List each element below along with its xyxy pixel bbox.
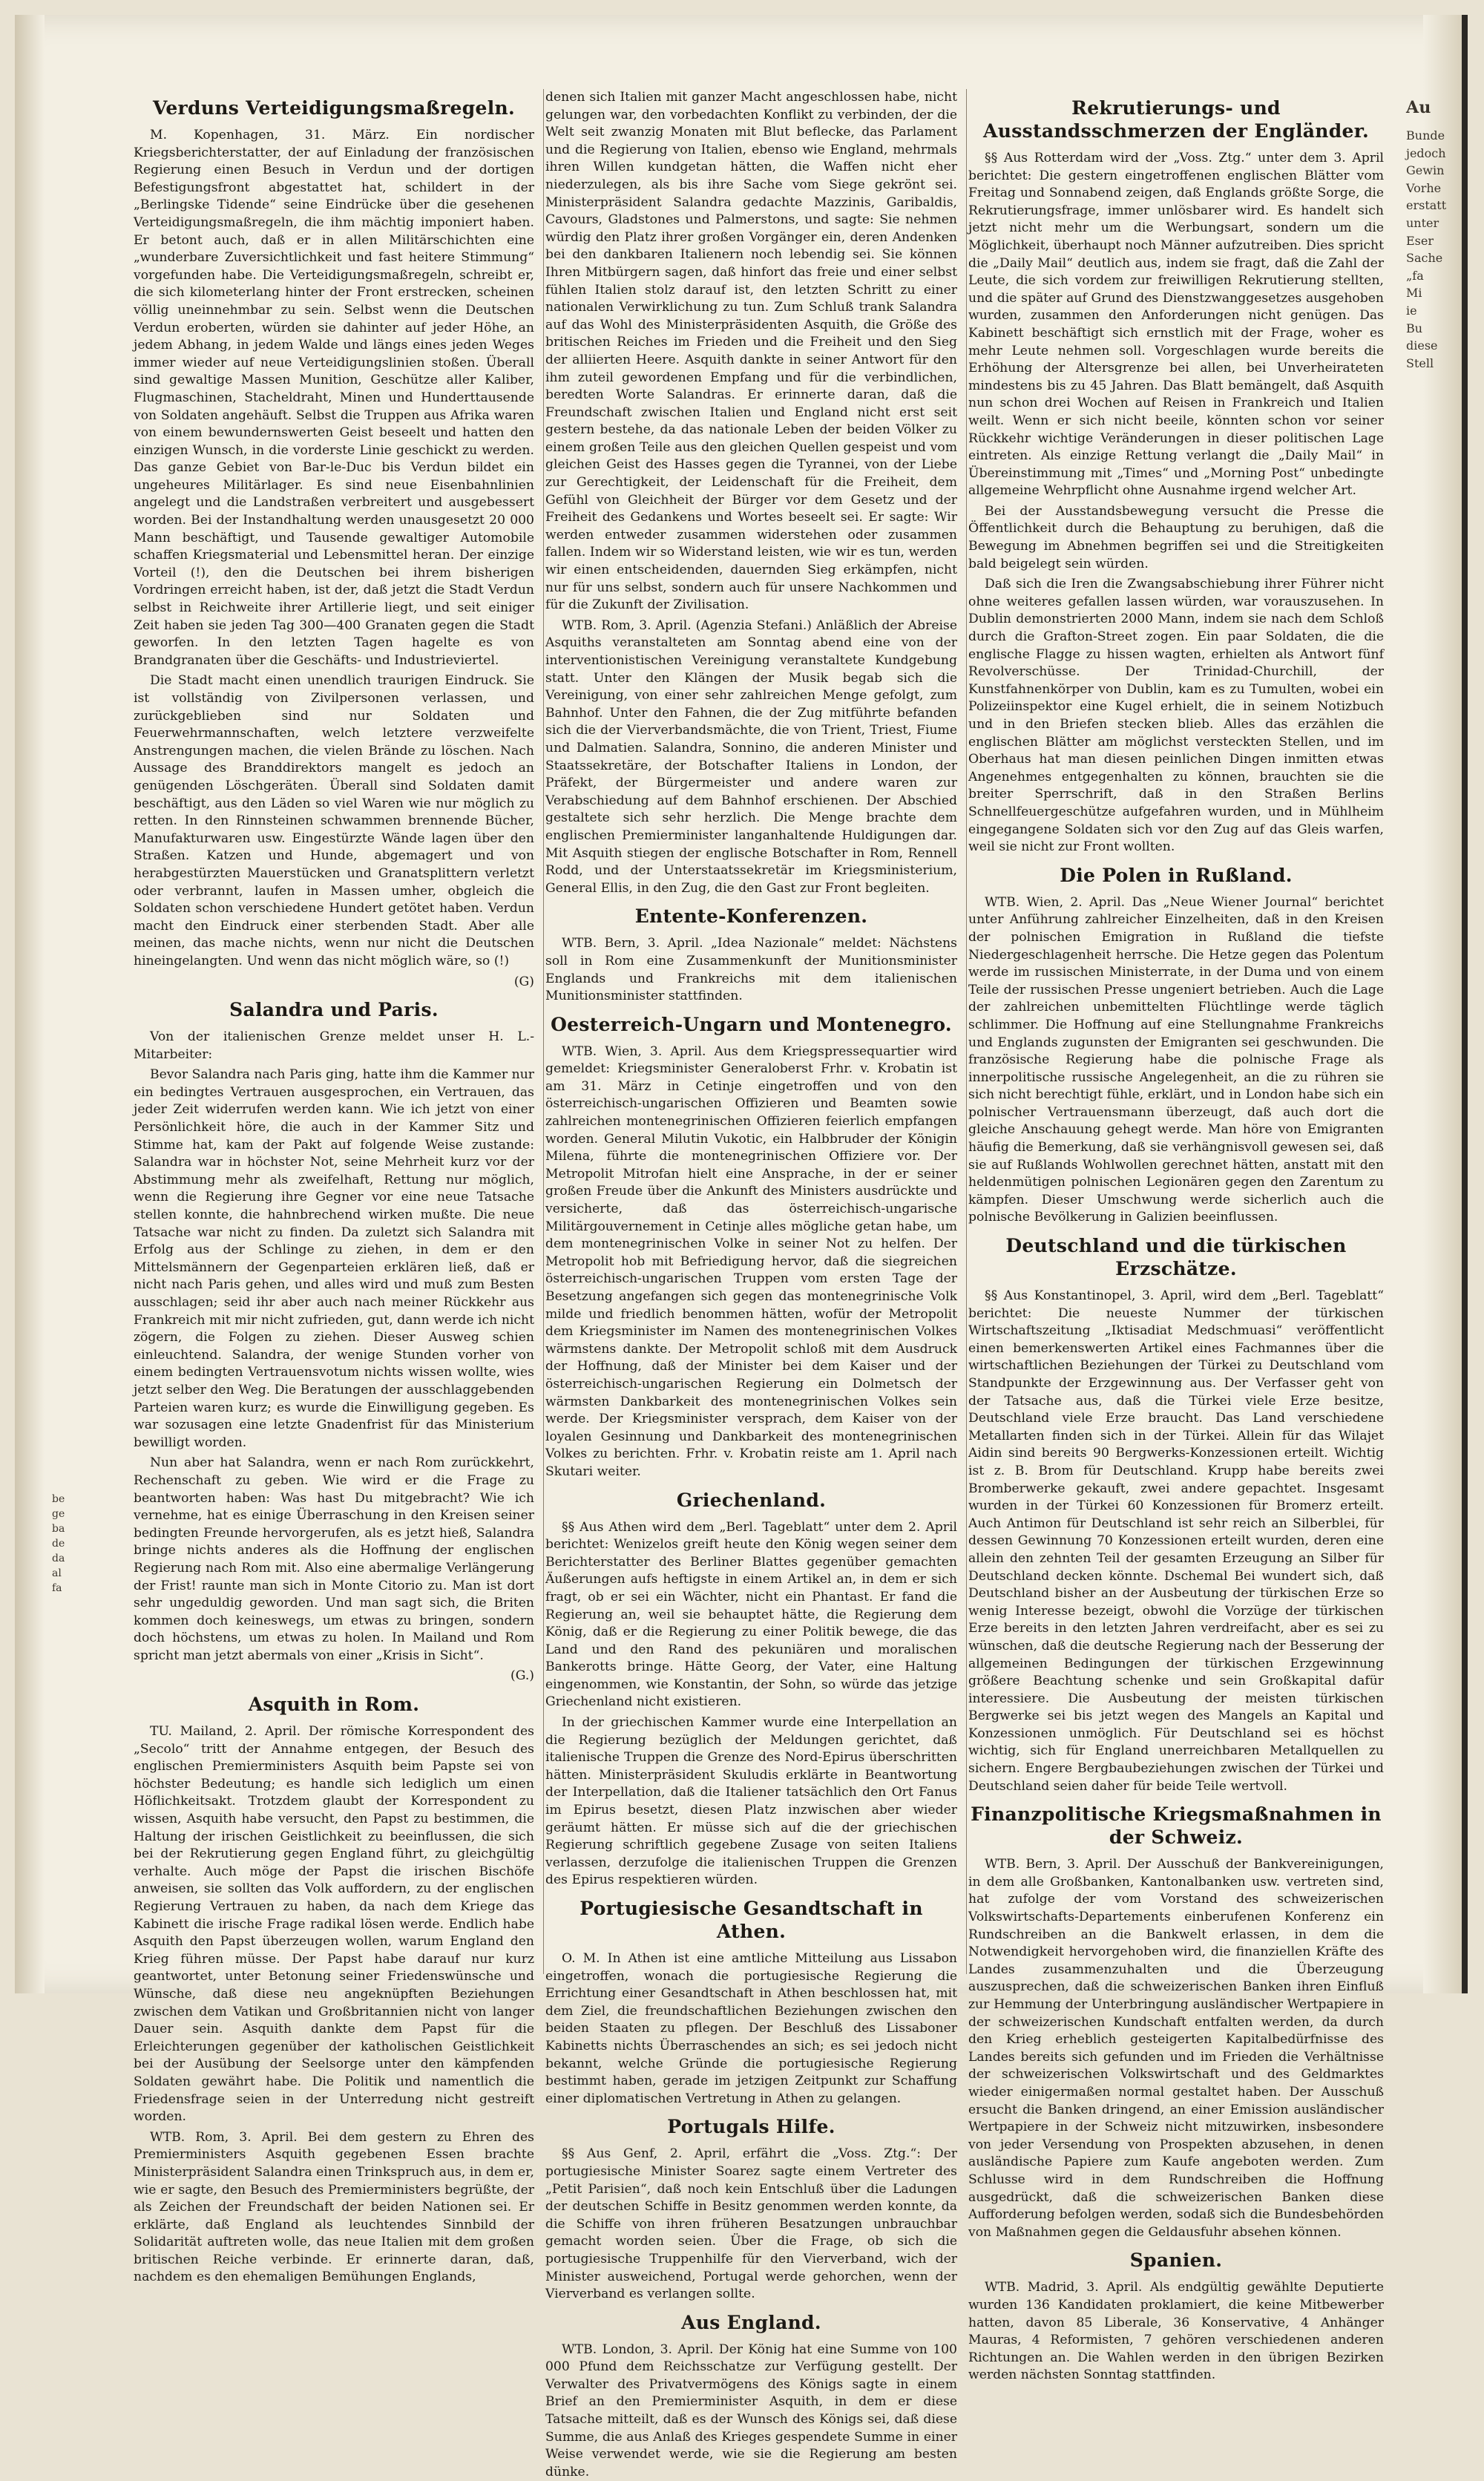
article-paragraph: WTB. Madrid, 3. April. Als endgültig gewählte Deputierte wurden 136 Kandidaten proklamiert, die keine Mitbewerber hatten, davon 85 Liberale, 36 Konservative, 4 Anhänger Mauras, 4 Reformisten, 7 gehören verschiedenen anderen Richtungen an. Die Wahlen werden in den übrigen Bezirken werden nächsten Sonntag stattfinden.: [968, 2280, 1384, 2383]
fragment-line: Mi: [1406, 286, 1422, 301]
column-2: [545, 89, 967, 2480]
article-paragraph: §§ Aus Rotterdam wird der „Voss. Ztg.“ unter dem 3. April berichtet: Die gestern eingetroffenen englischen Blätter vom Freitag und Sonnabend zeigen, daß Englands größte Sorge, die Rekrutierungsfrage, immer unlösbarer wird. Es handelt sich jetzt nicht mehr um die Werbungsart, sondern um die Möglichkeit, überhaupt noch Männer aufzutreiben. Dies spricht die „Daily Mail“ deutlich aus, indem sie fragt, daß die Zahl der Leute, die sich vordem zur freiwilligen Rekrutierung stellten, und die später auf Grund des Dienstzwanggesetzes ausgehoben wurden, zusammen den Anforderungen nicht genügen. Das Kabinett beschäftigt sich ernstlich mit der Frage, woher es mehr Leute nehmen soll. Vorgeschlagen wurde bereits die Erhöhung der Altersgrenze bei allen, bei Unverheirateten mindestens bis zu 45 Jahren. Das Blatt bemängelt, daß Asquith nun schon drei Wochen auf Reisen in Frankreich und Italien weilt. Wenn er sich nicht beeile, könnten schon vor seiner Rückkehr wichtige Veränderungen in dieser politischen Lage eintreten. Als einzige Rettung verlangt die „Daily Mail“ in Übereinstimmung mit „Times“ und „Morning Post“ unbedingte allgemeine Wehrpflicht ohne Ausnahme irgend welcher Art.: [968, 151, 1384, 499]
fragment-line: Gewin: [1406, 163, 1445, 178]
article-headline: Entente-Konferenzen.: [634, 905, 868, 928]
article-paragraph: §§ Aus Genf, 2. April, erfährt die „Voss. Ztg.“: Der portugiesische Minister Soarez sagte einem Vertreter des „Petit Parisien“, daß noch kein Entschluß über die Ladungen der deutschen Schiffe in Besitz genommen werden konnte, da die Schiffe von ihren früheren Besatzungen unbrauchbar gemacht worden seien. Über die Frage, ob sich die portugiesische Truppenhilfe für den Vierverband, wich der Minister ausweichend, Portugal werde gehorchen, wenn der Vierverband es verlangen sollte.: [545, 2146, 957, 2302]
article-paragraph: §§ Aus Konstantinopel, 3. April, wird dem „Berl. Tageblatt“ berichtet: Die neueste Nummer der türkischen Wirtschaftszeitung „Iktisadiat Medschmuasi“ veröffentlicht einen bemerkenswerten Artikel eines Fachmannes über die wirtschaftlichen Beziehungen der Türkei zu Deutschland vom Standpunkte der Erzgewinnung aus. Der Verfasser geht von der Tatsache aus, daß die Türkei viele Erze besitze, Deutschland viele Erze braucht. Das Land verschiedene Metallarten finden sich in der Türkei. Allein für das Wilajet Aidin sind bereits 90 Bergwerks-Konzessionen erteilt. Wichtig ist z. B. Brom für Deutschland. Krupp habe bereits zwei Bromberwerke gekauft, zwei andere gepachtet. Insgesamt wurden in der Türkei 60 Konzessionen für Bromerz erteilt. Auch Antimon für Deutschland ist sehr reich an Silberblei, für dessen Gewinnung 70 Konzessionen erteilt wurden, deren eine allein den zehnten Teil der gesamten Erzeugung an Silber für Deutschland decken könnte. Dschemal Bei wundert sich, daß Deutschland bisher an der Ausbeutung der türkischen Erze so wenig Interesse bezeigt, obwohl die Vorzüge der türkischen Erze bereits in den letzten Jahren verdreifacht, aber es sei zu wünschen, daß die deutsche Regierung nach der Besserung der allgemeinen Bedingungen der türkischen Erzgewinnung größere Beachtung schenke und sein Großkapital dafür interessiere. Die Ausbeutung der meisten türkischen Bergwerke sei bis jetzt wegen des Mangels an Kapital und Konzessionen unmöglich. Für Deutschland sei es höchst wichtig, sich für England unerreichbaren Metallquellen zu sichern. Engere Bergbaubeziehungen zwischen der Türkei und Deutschland seien daher für beide Teile wertvoll.: [968, 1288, 1384, 1794]
margin-line: da: [52, 1553, 65, 1564]
article-paragraph: In der griechischen Kammer wurde eine Interpellation an die Regierung bezüglich der Meldungen gerichtet, daß italienische Truppen die Grenze des Nord-Epirus überschritten hätten. Ministerpräsident Skuludis erklärte in Beantwortung der Interpellation, daß die Italiener tatsächlich den Ort Fanus im Epirus besetzt, diesen Platz inzwischen aber wieder geräumt hätten. Er müsse sich auf die der griechischen Regierung schriftlich gegebene Zusage von seiten Italiens verlassen, derzufolge die italienischen Truppen die Grenzen des Epirus respektieren würden.: [545, 1715, 957, 1888]
fragment-line: diese: [1406, 338, 1438, 353]
fragment-line: „fa: [1406, 268, 1424, 283]
article-headline: Verduns Verteidigungsmaßregeln.: [152, 97, 516, 119]
article-paragraph: WTB. Wien, 3. April. Aus dem Kriegspressequartier wird gemeldet: Kriegsminister Generaloberst Frhr. v. Krobatin ist am 31. März in Cetinje eingetroffen und von den österreichisch-ungarischen Offizieren und Beamten sowie zahlreichen montenegrinischen Offizieren feierlich empfangen worden. General Milutin Vukotic, ein Halbbruder der Königin Milena, führte die montenegrinischen Offiziere vor. Der Metropolit Mitrofan hielt eine Ansprache, in der er seiner großen Freude über die Ankunft des Ministers ausdrückte und versicherte, daß das österreichisch-ungarische Militärgouvernement in Cetinje alles mögliche getan habe, um dem montenegrinischen Volke in seiner Not zu helfen. Der Metropolit hob mit Befriedigung hervor, daß die siegreichen österreichisch-ungarischen Truppen vom ersten Tage der Besetzung angefangen sich gegen das montenegrinische Volk milde und friedlich benommen hätten, wofür der Metropolit dem Kriegsminister im Namen des montenegrinischen Volkes wärmstens dankte. Der Metropolit schloß mit dem Ausdruck der Hoffnung, daß der Minister bei dem Kaiser und der österreichisch-ungarischen Regierung ein Dolmetsch der wärmsten Dankbarkeit des montenegrinischen Volkes sein werde. Der Kriegsminister versprach, dem Kaiser von der loyalen Gesinnung und Dankbarkeit des montenegrinischen Volkes zu berichten. Frhr. v. Krobatin reiste am 1. April nach Skutari weiter.: [545, 1043, 957, 1479]
article-paragraph: Daß sich die Iren die Zwangsabschiebung ihrer Führer nicht ohne weiteres gefallen lassen würden, war vorauszusehen. In Dublin demonstrierten 2000 Mann, indem sie nach dem Schloß durch die Grafton-Street zogen. Ein paar Soldaten, die die englische Flagge zu hissen wagten, erhielten als Antwort fünf Revolverschüsse. Der Trinidad-Churchill, der Kunstfahnenkörper von Dublin, kam es zu Tumulten, wobei ein Polizeiinspektor eine Kugel erhielt, die in seinem Notizbuch und in den Briefen stecken blieb. Alles das erzählen die englischen Blätter am möglichst versteckten Stellen, und im Oberhaus hat man diesen peinlichen Dingen inmitten etwas Angenehmes entgegenhalten zu können, brauchten sie die breiter Sperrschrift, daß in den Straßen Berlins Schnellfeuergeschütze aufgefahren wurden, und in Mühlheim eingegangene Soldaten sich vor den Zug auf das Gleis warfen, weil sie nicht zur Front wollten.: [968, 577, 1384, 855]
article-headline: Oesterreich-Ungarn und Montenegro.: [551, 1013, 952, 1035]
article-paragraph: Die Stadt macht einen unendlich traurigen Eindruck. Sie ist vollständig von Zivilpersonen verlassen, und zurückgeblieben sind nur Soldaten und Feuerwehrmannschaften, welch letztere verzweifelte Anstrengungen machen, die vielen Brände zu löschen. Nach Aussage des Branddirektors mangelt es jedoch an genügenden Löschgeräten. Überall sind Soldaten damit beschäftigt, aus den Läden so viel Waren wie nur möglich zu retten. In den Rinnsteinen schwammen brennende Bücher, Manufakturwaren usw. Eingestürzte Wände lagen über den Straßen. Katzen und Hunde, abgemagert und von herabgestürzten Mauerstücken und Granatsplittern verletzt oder verbrannt, laufen in Massen umher, obgleich die Soldaten schon verschiedene Hundert getötet haben. Verdun macht den Eindruck einer sterbenden Stadt. Aber alle meinen, das mache nichts, wenn nur nicht die Deutschen hineingelangten. Und wenn das nicht möglich wäre, so (!): [134, 673, 534, 969]
article-paragraph: M. Kopenhagen, 31. März. Ein nordischer Kriegsberichterstatter, der auf Einladung der französischen Regierung einen Besuch in Verdun und der dortigen Befestigungsfront abgestattet hat, schildert in der „Berlingske Tidende“ seine Eindrücke über die gesehenen Verteidigungsmaßregeln, die ihm mächtig imponiert haben. Er betont auch, daß er in allen Militärschichten eine „wunderbare Zuversichtlichkeit und fast heitere Stimmung“ vorgefunden habe. Die Verteidigungsmaßregeln, schreibt er, die sich kilometerlang hinter der Front erstrecken, scheinen völlig uneinnehmbar zu sein. Selbst wenn die Deutschen Verdun eroberten, würden sie dahinter auf jeder Höhe, an jedem Abhang, in jedem Walde und längs eines jeden Weges immer wieder auf neue Verteidigungslinien stoßen. Überall sind gewaltige Massen Munition, Geschütze aller Kaliber, Flugmaschinen, Stacheldraht, Minen und Hunderttausende von Soldaten angehäuft. Selbst die Truppen aus Afrika waren von einem bewundernswerten Geist beseelt und hatten den einzigen Wunsch, in die vorderste Linie geschickt zu werden. Das ganze Gebiet von Bar-le-Duc bis Verdun bildet ein ungeheures Militärlager. Es sind neue Eisenbahnlinien angelegt und die Landstraßen verbreitert und ausgebessert worden. Bei der Instandhaltung werden unausgesetzt 20 000 Mann beschäftigt, und Tausende gewaltiger Automobile schaffen Kriegsmaterial und Lebensmittel heran. Der einzige Vorteil (!), den die Deutschen bei ihrem bisherigen Vordringen erreicht haben, ist der, daß jetzt die Stadt Verdun selbst in Reichweite ihrer Artillerie liegt, und seit einiger Zeit haben sie jeden Tag 300—400 Granaten gegen die Stadt geworfen. In den letzten Tagen hagelte es von Brandgranaten über die Geschäfts- und Industrieviertel.: [134, 128, 534, 668]
margin-line: al: [52, 1567, 62, 1579]
article-paragraph: Nun aber hat Salandra, wenn er nach Rom zurückkehrt, Rechenschaft zu geben. Wie wird er die Frage zu beantworten haben: Was hast Du mitgebracht? Wie ich vernehme, hat es einige Überraschung in den Kreisen seiner bedingten Freunde hervorgerufen, als es jetzt hieß, Salandra bringe nichts anderes als die Hoffnung der englischen Regierung nach Rom mit. Also eine abermalige Verlängerung der Frist! raunte man sich in Monte Citorio zu. Man ist dort sehr ungeduldig geworden. Und man sagt sich, die Briten kommen doch keineswegs, um etwas zu bringen, sondern doch höchstens, um etwas zu holen. In Mailand und Rom spricht man jetzt abermals von einer „Krisis in Sicht“.: [134, 1455, 534, 1663]
column-3: [968, 89, 1384, 2383]
article-paragraph: Bevor Salandra nach Paris ging, hatte ihm die Kammer nur ein bedingtes Vertrauen ausgesprochen, ein Vertrauen, das jeder Zeit widerrufen werden kann. Wie ich jetzt von einer Persönlichkeit höre, die auch in der Kammer Sitz und Stimme hat, kam der Pakt auf folgende Weise zustande: Salandra war in höchster Not, seine Mehrheit kurz vor der Abstimmung mehr als zweifelhaft, Rettung nur möglich, wenn die Regierung ihre Gegner vor eine neue Tatsache stellen konnte, die hahnbrechend wirken mußte. Die neue Tatsache war nicht zu finden. Da zuletzt sich Salandra mit Erfolg aus der Schlinge zu ziehen, in dem er den Mittelsmännern der Gegenparteien erklären ließ, daß er nicht nach Paris gehen, und alles wird und muß zum Besten ausschlagen; seid ihr aber auch nach meiner Rückkehr aus Frankreich mit mir nicht zufrieden, gut, dann werde ich nicht zögern, die Folgen zu ziehen. Dieser Ausweg schien einleuchtend. Salandra, der wenige Stunden vorher von einem bedingten Vertrauensvotum nichts wissen wollte, wies jetzt selber den Weg. Die Beratungen der ausschlaggebenden Parteien waren kurz; es wurde die Einwilligung gegeben. Es war sozusagen eine letzte Gnadenfrist für das Ministerium bewilligt worden.: [134, 1067, 534, 1450]
margin-line: de: [52, 1538, 65, 1550]
fragment-line: unter: [1406, 215, 1439, 230]
column-4-fragment: [1406, 89, 1451, 1974]
margin-line: be: [52, 1493, 65, 1505]
article-paragraph: Bei der Ausstandsbewegung versucht die Presse die Öffentlichkeit durch die Behauptung zu beruhigen, daß die Bewegung im Abnehmen begriffen sei und die Streitigkeiten bald beigelegt sein würden.: [968, 503, 1384, 571]
article-paragraph: WTB. Rom, 3. April. (Agenzia Stefani.) Anläßlich der Abreise Asquiths veranstalteten am Sonntag abend eine von der interventionistischen Vereinigung veranstaltete Kundgebung statt. Unter den Klängen der Musik begab sich die Vereinigung, von einer sehr zahlreichen Menge gefolgt, zum Bahnhof. Unter den Fahnen, die der Zug mitführte befanden sich die der Vierverbandsmächte, die von Trient, Triest, Fiume und Dalmatien. Salandra, Sonnino, die anderen Minister und Staatssekretäre, der Botschafter Italiens in London, der Präfekt, der Bürgermeister und andere waren zur Verabschiedung auf dem Bahnhof erschienen. Der Abschied gestaltete sich sehr herzlich. Die Menge brachte dem englischen Premierminister langanhaltende Huldigungen dar. Mit Asquith stiegen der englische Botschafter in Rom, Rennell Rodd, und der Unterstaatssekretär im Kriegsministerium, General Ellis, in den Zug, die den Gast zur Front begleiten.: [545, 617, 957, 896]
article-headline: Die Polen in Rußland.: [1060, 864, 1293, 886]
article-paragraph: Von der italienischen Grenze meldet unser H. L.-Mitarbeiter:: [134, 1029, 534, 1062]
page-left-edge: [15, 15, 45, 1993]
fragment-line: Stell: [1406, 355, 1434, 370]
fragment-line: jedoch: [1406, 145, 1446, 160]
article-headline: Au: [1406, 98, 1431, 117]
article-headline: Griechenland.: [676, 1489, 827, 1511]
article-headline: Portugals Hilfe.: [667, 2116, 835, 2138]
article-headline: Deutschland und die türkischen Erzschätze.: [1005, 1235, 1347, 1280]
article-headline: Finanzpolitische Kriegsmaßnahmen in der Schweiz.: [971, 1803, 1382, 1849]
fragment-line: Sache: [1406, 251, 1443, 266]
article-paragraph: WTB. Bern, 3. April. Der Ausschuß der Bankvereinigungen, in dem alle Großbanken, Kantonalbanken usw. vertreten sind, hat zufolge der vom Vorstand des schweizerischen Volkswirtschafts-Departements einberufenen Konferenz ein Rundschreiben an die Bankwelt erlassen, in dem die Notwendigkeit hervorgehoben wird, die finanziellen Kräfte des Landes zusammenzuhalten und die Überzeugung auszusprechen, daß die schweizerischen Banken ihren Einfluß zur Hemmung der Unterbringung ausländischer Wertpapiere in der schweizerischen Kundschaft entfalten werden, da durch den Krieg erheblich gesteigerten Kapitalbedürfnisse des Landes bereits sich gefunden und im Frieden die Verhältnisse der schweizerischen Volkswirtschaft und des Geldmarktes wieder einigermaßen normal gestaltet haben. Der Ausschuß ersucht die Banken dringend, an einer Emission ausländischer Wertpapiere in der Schweiz nicht mitzuwirken, insbesondere von jeder Versendung von Prospekten abzusehen, in denen ausländische Papiere zum Kaufe angeboten werden. Zum Schlusse wird in dem Rundschreiben die Hoffnung ausgedrückt, daß die schweizerischen Banken diese Aufforderung befolgen werden, sodaß sich die Bundesbehörden von Maßnahmen gegen die Geldausfuhr absehen können.: [968, 1857, 1384, 2240]
article-headline: Rekrutierungs- und Ausstandsschmerzen der Engländer.: [983, 97, 1369, 142]
article-paragraph: WTB. Bern, 3. April. „Idea Nazionale“ meldet: Nächstens soll in Rom eine Zusammenkunft der Munitionsminister Englands und Frankreichs mit dem italienischen Munitionsminister stattfinden.: [545, 936, 957, 1004]
article-headline: Salandra und Paris.: [229, 999, 439, 1021]
article-paragraph: §§ Aus Athen wird dem „Berl. Tageblatt“ unter dem 2. April berichtet: Wenizelos greift heute den König wegen seiner dem Berichterstatter des Berliner Blattes gegenüber gemachten Äußerungen aufs heftigste in einem Artikel an, in dem er sich fragt, ob er sei ein Wächter, nicht ein Phantast. Er fand die Regierung an, weil sie behauptet hätte, die Regierung dem König, daß er die Regierung zu einer Politik bewege, die das Land und den Rand des pekuniären und moralischen Bankerotts bringe. Hätte Georg, der Vater, eine Haltung eingenommen, wie Konstantin, der Sohn, so würde das jetzige Griechenland nicht existieren.: [545, 1519, 957, 1710]
fragment-line: Eser: [1406, 233, 1434, 248]
article-signature: (G.): [510, 1668, 534, 1684]
article-headline: Aus England.: [681, 2311, 821, 2333]
fragment-line: Vorhe: [1406, 180, 1442, 195]
article-signature: (G): [513, 974, 534, 989]
fragment-line: Bu: [1406, 321, 1423, 335]
article-headline: Asquith in Rom.: [248, 1694, 420, 1716]
article-paragraph: WTB. Rom, 3. April. Bei dem gestern zu Ehren des Premierministers Asquith gegebenen Essen brachte Ministerpräsident Salandra einen Trinkspruch aus, in dem er, wie er sagte, den Besuch des Premierministers begrüßte, der als Zeichen der Freundschaft der beiden Nationen sei. Er erklärte, daß England als leuchtendes Sinnbild der Solidarität auftreten wolle, das neue Italien mit dem großen britischen Reiche verbinde. Er erinnerte daran, daß, nachdem es den ehemaligen Bemühungen Englands,: [134, 2129, 534, 2285]
article-headline: Spanien.: [1129, 2249, 1223, 2272]
column-1: [134, 89, 544, 2285]
article-headline: Portugiesische Gesandtschaft in Athen.: [580, 1898, 923, 1942]
margin-line: ba: [52, 1523, 65, 1535]
fragment-line: Bunde: [1406, 128, 1445, 142]
margin-line: ge: [52, 1508, 65, 1520]
article-paragraph: WTB. London, 3. April. Der König hat eine Summe von 100 000 Pfund dem Reichsschatze zur Verfügung gestellt. Der Verwalter des Privatvermögens des Königs sagte in einem Brief an den Premierminister Asquith, in dem er diese Tatsache mitteilt, daß es der Wunsch des Königs sei, daß diese Summe, die aus Anlaß des Krieges gespendete Summe in einer Weise verwendet werde, wie sie die Regierung am besten dünke.: [545, 2341, 957, 2480]
margin-line: fa: [52, 1582, 62, 1594]
left-margin-fragments: [52, 1492, 74, 1596]
fragment-line: erstatt: [1406, 198, 1447, 213]
article-paragraph: denen sich Italien mit ganzer Macht angeschlossen habe, nicht gelungen war, den vorbedachten Konflikt zu verbinden, der die Welt seit zwanzig Monaten mit Blut beflecke, das Parlament und die Regierung von Italien, ebenso wie England, mehrmals ihren Willen kundgetan hätten, die Waffen nicht eher niederzulegen, als bis ihre Sache vom Siege gekrönt sei. Ministerpräsident Salandra gedachte Mazzinis, Garibaldis, Cavours, Gladstones und Palmerstons, und sagte: Sie nehmen würdig den Platz ihrer großen Vorgänger ein, deren Andenken bei den dankbaren Italienern noch lebendig sei. Sie können Ihren Mitbürgern sagen, daß hinfort das freie und einer selbst fühlen Italien stolz darauf ist, den letzten Schritt zu einer nationalen Verwirklichung zu tun. Zum Schluß trank Salandra auf das Wohl des Ministerpräsidenten Asquith, die Größe des britischen Reiches im Frieden und die Freiheit und den Sieg der alliierten Heere. Asquith dankte in seiner Antwort für den ihm zuteil gewordenen Empfang und für die verbindlichen, beredten Worte Salandras. Er erinnerte daran, daß die Freundschaft zwischen Italien und England nicht erst seit gestern bestehe, da das nationale Leben der beiden Völker zu einem großen Teile aus den gleichen Quellen gespeist und vom gleichen Geist des Hasses gegen die Tyrannei, von der Liebe zur Gerechtigkeit, der Leidenschaft für die Freiheit, dem Gefühl von Gleichheit der Bürger vor dem Gesetz und der Freiheit des Gedankens und Wortes beseelt sei. Er sagte: Wir werden entweder zusammen widerstehen oder zusammen fallen. Indem wir so Widerstand leisten, wie wir es tun, werden wir einen entscheidenden, dauernden Sieg erkämpfen, nicht nur für uns selbst, sondern auch für unsere Nachkommen und für die Zukunft der Zivilisation.: [545, 90, 957, 613]
fragment-line: ie: [1406, 303, 1417, 318]
article-paragraph: TU. Mailand, 2. April. Der römische Korrespondent des „Secolo“ tritt der Annahme entgegen, der Besuch des englischen Premierministers Asquith beim Papste sei von höchster Bedeutung; es handle sich lediglich um einen Höflichkeitsakt. Trotzdem glaubt der Korrespondent zu wissen, Asquith habe versucht, den Papst zu bestimmen, die Haltung der irischen Geistlichkeit zu beeinflussen, die sich bei der Rekrutierung gegen England führt, zu gleichgültig verhalte. Auch möge der Papst die irischen Bischöfe anweisen, sie sollten das Volk auffordern, zu der englischen Regierung Vertrauen zu haben, da nach dem Kriege das Kabinett die irische Frage radikal lösen werde. Endlich habe Asquith den Papst überzeugen wollen, warum England den Krieg führen müsse. Der Papst habe darauf nur kurz geantwortet, unter Betonung seiner Friedenswünsche und Wünsche, daß diese neu angeknüpften Beziehungen zwischen dem Vatikan und Großbritannien nicht von langer Dauer sein. Asquith dankte dem Papst für die Erleichterungen gegenüber der katholischen Geistlichkeit bei der Ausübung der Seelsorge unter den kämpfenden Soldaten gewährt habe. Die Politik und namentlich die Friedensfrage seien in der Unterredung nicht gestreift worden.: [134, 1724, 534, 2125]
article-paragraph: O. M. In Athen ist eine amtliche Mitteilung aus Lissabon eingetroffen, wonach die portugiesische Regierung die Errichtung einer Gesandtschaft in Athen beschlossen hat, mit dem Ziel, die freundschaftlichen Beziehungen zwischen den beiden Staaten zu pflegen. Der Beschluß des Lissaboner Kabinetts nichts Überraschendes an sich; es sei jedoch nicht bekannt, welche Gründe die portugiesische Regierung bestimmt haben, gerade im jetzigen Zeitpunkt zur Schaffung einer diplomatischen Vertretung in Athen zu gelangen.: [545, 1951, 957, 2106]
article-paragraph: WTB. Wien, 2. April. Das „Neue Wiener Journal“ berichtet unter Anführung zahlreicher Einzelheiten, daß in den Kreisen der polnischen Emigration in Rußland die tiefste Niedergeschlagenheit herrsche. Die Hetze gegen das Polentum werde im russischen Ministerrate, in der Duma und von einem Teile der russischen Presse ungeniert betrieben. Auch die Lage der zahlreichen unbemittelten Flüchtlinge werde täglich schlimmer. Die Hoffnung auf eine Stellungnahme Frankreichs und Englands zugunsten der Emigranten sei geschwunden. Die französische Regierung habe die polnische Frage als innerpolitische russische Angelegenheit, an die zu rühren sie sich nicht berechtigt fühle, erklärt, und in London habe sich ein polnischer Vertrauensmann überzeugt, daß auch dort die gleiche Anschauung gehegt werde. Man höre von Emigranten häufig die Bemerkung, daß sie verhängnisvoll gewesen sei, daß sie auf Rußlands Wohlwollen gerechnet hätten, anstatt mit den heldenmütigen polnischen Legionären gegen den Zarentum zu kämpfen. Dieser Umschwung werde sicherlich auch die polnische Bevölkerung in Galizien beeinflussen.: [968, 894, 1384, 1225]
